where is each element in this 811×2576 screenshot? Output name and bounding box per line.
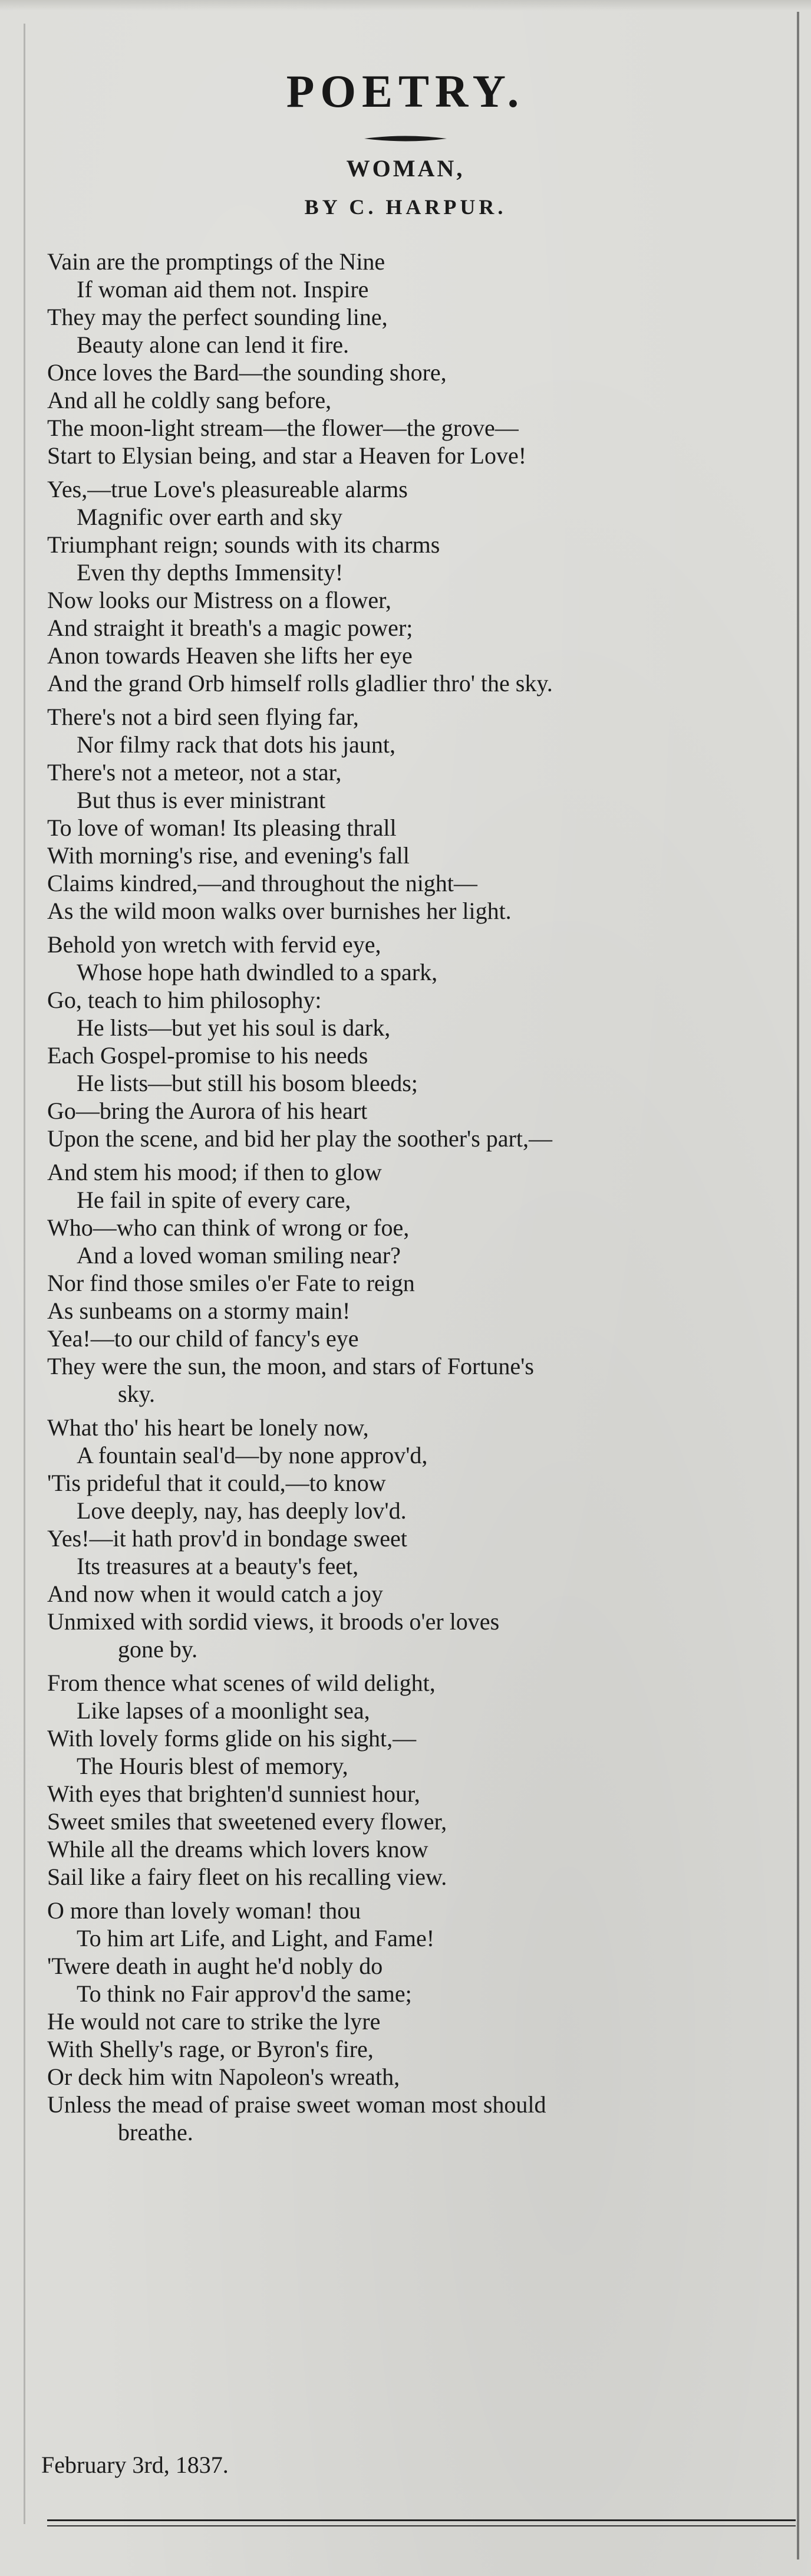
poem-line: Even thy depths Immensity!	[77, 559, 344, 586]
stanza	[47, 248, 790, 469]
poem-line: Behold yon wretch with fervid eye,	[47, 931, 381, 958]
poem-line: Claims kindred,—and throughout the night—	[47, 870, 477, 896]
poem-date: February 3rd, 1837.	[41, 2452, 229, 2478]
stanza	[47, 931, 790, 1152]
poem-line: And all he coldly sang before,	[47, 387, 332, 413]
poem-line: Whose hope hath dwindled to a spark,	[77, 959, 438, 985]
poem-line: breathe.	[118, 2119, 193, 2145]
poem-line: While all the dreams which lovers know	[47, 1836, 428, 1862]
poem-line: As the wild moon walks over burnishes her light.	[47, 898, 512, 924]
poem-line: Now looks our Mistress on a flower,	[47, 587, 391, 613]
stanza	[47, 475, 790, 697]
poem-line: Vain are the promptings of the Nine	[47, 248, 385, 275]
poem-line: Each Gospel-promise to his needs	[47, 1042, 368, 1069]
poem-line: Nor filmy rack that dots his jaunt,	[77, 731, 396, 758]
poem-line: Sweet smiles that sweetened every flower,	[47, 1808, 447, 1835]
poem-line: What tho' his heart be lonely now,	[47, 1414, 369, 1441]
poem-line: If woman aid them not. Inspire	[77, 276, 369, 303]
poem-line: 'Twere death in aught he'd nobly do	[47, 1953, 383, 1979]
bottom-double-rule-lower	[47, 2525, 796, 2526]
poem-line: Go, teach to him philosophy:	[47, 987, 322, 1013]
stanza	[47, 1414, 790, 1663]
poem-line: To him art Life, and Light, and Fame!	[77, 1925, 435, 1951]
poem-line: As sunbeams on a stormy main!	[47, 1297, 351, 1324]
poem-line: He lists—but yet his soul is dark,	[77, 1014, 391, 1041]
poem-line: Triumphant reign; sounds with its charms	[47, 531, 440, 558]
poem-line: And a loved woman smiling near?	[77, 1242, 401, 1269]
poem-line: With morning's rise, and evening's fall	[47, 842, 410, 869]
poem-line: Anon towards Heaven she lifts her eye	[47, 642, 413, 669]
stanza	[47, 1669, 790, 1891]
poem-line: The moon-light stream—the flower—the grove—	[47, 415, 519, 441]
poem-line: sky.	[118, 1381, 155, 1407]
stanza	[47, 703, 790, 925]
poem-line: Sail like a fairy fleet on his recalling view.	[47, 1864, 447, 1890]
left-column-rule	[24, 24, 25, 2524]
right-column-rule	[797, 12, 799, 2559]
poem-line: Unless the mead of praise sweet woman most should	[47, 2091, 546, 2118]
poem-line: 'Tis prideful that it could,—to know	[47, 1470, 386, 1496]
poem-line: gone by.	[118, 1636, 198, 1662]
poem-line: Its treasures at a beauty's feet,	[77, 1553, 359, 1579]
poem-line: With Shelly's rage, or Byron's fire,	[47, 2036, 374, 2062]
poem-line: He fail in spite of every care,	[77, 1187, 351, 1213]
poem-line: The Houris blest of memory,	[77, 1753, 348, 1779]
poem-line: He would not care to strike the lyre	[47, 2008, 381, 2035]
poem-line: There's not a meteor, not a star,	[47, 759, 342, 786]
poem-body	[47, 248, 790, 2152]
bottom-double-rule	[47, 2519, 796, 2521]
poem-byline: BY C. HARPUR.	[304, 195, 507, 219]
poem-line: Magnific over earth and sky	[77, 504, 342, 530]
poem-line: But thus is ever ministrant	[77, 787, 326, 813]
bleed-through-shadow	[0, 0, 811, 11]
poem-line: And now when it would catch a joy	[47, 1581, 383, 1607]
poem-line: And stem his mood; if then to glow	[47, 1159, 382, 1185]
poem-line: With lovely forms glide on his sight,—	[47, 1725, 417, 1752]
poem-line: And the grand Orb himself rolls gladlier thro' the sky.	[47, 670, 553, 696]
poem-title: WOMAN,	[346, 155, 465, 182]
poem-line: He lists—but still his bosom bleeds;	[77, 1070, 418, 1096]
poem-line: Yea!—to our child of fancy's eye	[47, 1325, 359, 1352]
poem-line: Beauty alone can lend it fire.	[77, 331, 350, 358]
poem-line: O more than lovely woman! thou	[47, 1897, 361, 1924]
poem-line: Nor find those smiles o'er Fate to reign	[47, 1270, 415, 1296]
poem-line: Or deck him witn Napoleon's wreath,	[47, 2064, 400, 2090]
poem-line: To think no Fair approv'd the same;	[77, 1980, 412, 2007]
ornamental-rule-icon	[364, 134, 447, 143]
poem-line: Yes,—true Love's pleasureable alarms	[47, 476, 408, 502]
poem-line: Go—bring the Aurora of his heart	[47, 1098, 368, 1124]
poem-line: Once loves the Bard—the sounding shore,	[47, 359, 447, 386]
poem-line: And straight it breath's a magic power;	[47, 615, 413, 641]
poem-line: With eyes that brighten'd sunniest hour,	[47, 1780, 420, 1807]
poem-line: There's not a bird seen flying far,	[47, 704, 359, 730]
poem-line: Start to Elysian being, and star a Heaven for Love!	[47, 442, 527, 469]
poem-line: Who—who can think of wrong or foe,	[47, 1214, 410, 1241]
poem-line: Yes!—it hath prov'd in bondage sweet	[47, 1525, 407, 1552]
poem-line: They may the perfect sounding line,	[47, 304, 388, 330]
poem-line: Like lapses of a moonlight sea,	[77, 1697, 370, 1724]
poem-line: Upon the scene, and bid her play the soother's part,—	[47, 1125, 552, 1152]
stanza	[47, 1158, 790, 1408]
poem-line: A fountain seal'd—by none approv'd,	[77, 1442, 428, 1468]
poem-line: Love deeply, nay, has deeply lov'd.	[77, 1497, 407, 1524]
poem-line: To love of woman! Its pleasing thrall	[47, 814, 397, 841]
poem-line: They were the sun, the moon, and stars of Fortune's	[47, 1353, 534, 1379]
poem-line: Unmixed with sordid views, it broods o'er loves	[47, 1608, 500, 1635]
poem-line: From thence what scenes of wild delight,	[47, 1670, 436, 1696]
section-heading: POETRY.	[286, 65, 525, 117]
stanza	[47, 1897, 790, 2146]
